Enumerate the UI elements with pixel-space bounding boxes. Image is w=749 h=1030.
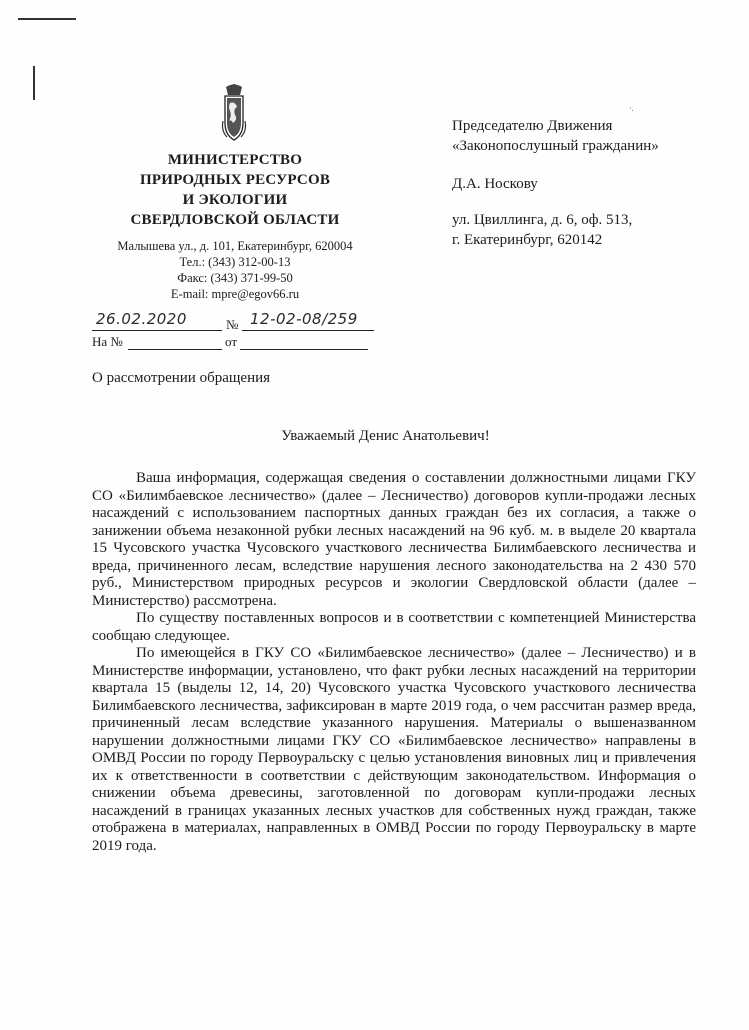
handwritten-date: 26.02.2020 [96,310,187,328]
from-label: от [225,334,238,349]
ministry-line: ПРИРОДНЫХ РЕСУРСОВ [139,172,331,188]
ministry-contacts [95,238,375,302]
ministry-name [95,150,375,230]
ministry-phone: Тел.: (343) 312-00-13 [179,255,291,269]
greeting: Уважаемый Денис Анатольевич! [281,428,490,444]
addressee-city: г. Екатеринбург, 620142 [452,232,603,248]
scan-mark-side [33,66,35,100]
from-underline [240,349,368,350]
number-underline [242,330,374,331]
ministry-line: МИНИСТЕРСТВО [167,152,303,168]
letter-body [92,470,696,855]
ministry-fax: Факс: (343) 371-99-50 [177,271,293,285]
ref-label: На № [92,334,123,349]
addressee-block [452,116,742,250]
body-paragraph: По имеющейся в ГКУ СО «Билимбаевское лесничество» (далее – Лесничество) и в Министерстве информации, установлено, что факт рубки лесных насаждений на территории квартала 15 (выделы 12, 14, 20) Чусовского участка Чусовского участкового лесничества Билимбаевского лесничества, зафиксирован в марте 2019 года, о чем рассчитан размер вреда, причиненный лесам вследствие указанного нарушения. Материалы о вышеназванном нарушении должностными лицами ГКУ СО «Билимбаевское лесничество» направлены в ОМВД России по городу Первоуральску с целью установления виновных лиц и привлечения их к ответственности в соответствии с действующим законодательством. Информация о снижении объема древесины, заготовленной по договорам купли-продажи лесных насаждений в границах указанных лесных участков для собственных нужд граждан, также отображена в материалах, направленных в ОМВД России по городу Первоуральску в марте 2019 года. [92,645,696,854]
addressee-street: ул. Цвиллинга, д. 6, оф. 513, [452,212,633,228]
ministry-line: СВЕРДЛОВСКОЙ ОБЛАСТИ [130,212,340,228]
body-paragraph: Ваша информация, содержащая сведения о составлении должностными лицами ГКУ СО «Билимбаевское лесничество» (далее – Лесничество) договоров купли-продажи лесных насаждений с использованием паспортных данных граждан без их согласия, а также о занижении объема незаконной рубки лесных насаждений на 96 куб. м. в выделе 20 квартала 15 Чусовского участка Чусовского участкового лесничества Билимбаевского лесничества и вреда, причиненного лесам, вследствие нарушения лесного законодательства на 2 430 570 руб., Министерством природных ресурсов и экологии Свердловской области (далее – Министерство) рассмотрена. [92,470,696,609]
addressee-organization: «Законопослушный гражданин» [452,138,659,154]
number-label: № [226,317,239,332]
letter-subject: О рассмотрении обращения [92,370,271,386]
registration-block [92,312,382,352]
ministry-line: И ЭКОЛОГИИ [182,192,288,208]
scan-dot: ·. [629,104,634,113]
handwritten-number: 12-02-08/259 [250,310,358,328]
body-paragraph: По существу поставленных вопросов и в соответствии с компетенцией Министерства сообщаю следующее. [92,610,696,644]
ministry-address: Малышева ул., д. 101, Екатеринбург, 620004 [117,239,353,253]
addressee-title: Председателю Движения [452,118,613,134]
addressee-name: Д.А. Носкову [452,176,538,192]
ref-underline [128,349,222,350]
date-underline [92,330,222,331]
scan-mark-top [18,18,76,20]
ministry-email: E-mail: mpre@egov66.ru [170,287,300,301]
coat-of-arms-icon [213,83,255,143]
